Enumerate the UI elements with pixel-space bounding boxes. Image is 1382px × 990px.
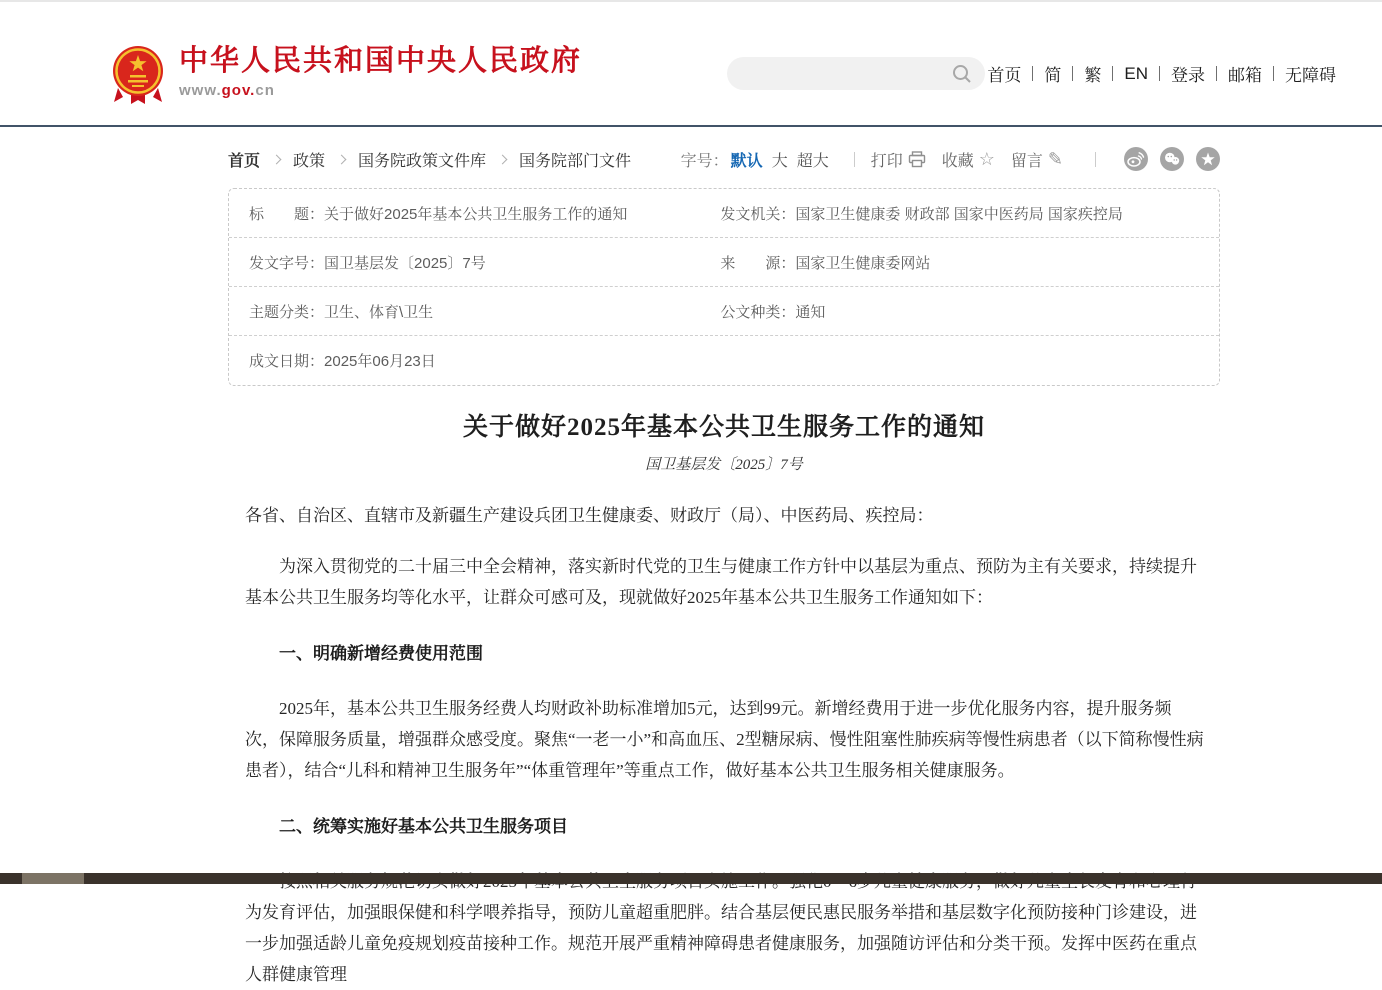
nav-link-login[interactable]: 登录 — [1171, 66, 1205, 85]
breadcrumb-policy-library[interactable]: 国务院政策文件库 — [358, 152, 487, 170]
section-heading-1: 一、明确新增经费使用范围 — [279, 644, 483, 663]
print-button[interactable] — [871, 148, 926, 171]
meta-value: 国家卫生健康委 财政部 国家中医药局 国家疾控局 — [795, 205, 1123, 223]
nav-link-accessibility[interactable]: 无障碍 — [1285, 66, 1336, 85]
nav-separator — [1032, 66, 1033, 81]
meta-label: 主题分类： — [249, 303, 325, 321]
header-divider — [0, 125, 1382, 127]
comment-label: 留言 — [1010, 152, 1043, 170]
nav-separator — [1159, 66, 1160, 81]
paragraph: 2025年，基本公共卫生服务经费人均财政补助标准增加5元，达到99元。新增经费用于进一步优化服务内容，提升服务频次，保障服务质量，增强群众感受度。聚焦“一老一小”和高血压、2型糖尿病、慢性阻塞性肺疾病等慢性病患者（以下简称慢性病患者），结合“儿科和精神卫生服务年”“体重管理年”等重点工作，做好基本公共卫生服务相关健康服务。 — [245, 699, 1204, 780]
share-qzone-button[interactable] — [1196, 147, 1220, 171]
font-size-large-button[interactable]: 大 — [771, 152, 788, 170]
meta-value: 通知 — [795, 303, 826, 321]
nav-separator — [1216, 66, 1217, 81]
font-size-xlarge-button[interactable]: 超大 — [796, 152, 829, 170]
share-weibo-button[interactable] — [1124, 147, 1148, 171]
comment-button[interactable] — [1011, 148, 1063, 171]
nav-separator — [1112, 66, 1113, 81]
national-emblem-logo — [112, 44, 164, 106]
search-icon[interactable] — [951, 63, 973, 85]
meta-label: 标 题： — [249, 205, 325, 223]
wechat-icon — [1160, 147, 1184, 171]
horizontal-scrollbar[interactable] — [0, 873, 1382, 884]
document-meta-table — [228, 188, 1220, 386]
chevron-right-icon — [272, 154, 282, 164]
meta-row-doc-number — [229, 238, 1219, 287]
breadcrumb-home[interactable]: 首页 — [228, 152, 261, 170]
meta-row-title — [229, 189, 1219, 238]
meta-value: 国家卫生健康委网站 — [795, 254, 931, 272]
breadcrumb-department-documents: 国务院部门文件 — [519, 152, 632, 170]
document-body — [228, 500, 1220, 990]
section-heading-2: 二、统筹实施好基本公共卫生服务项目 — [279, 817, 568, 836]
nav-separator — [1072, 66, 1073, 81]
meta-value: 2025年06月23日 — [324, 353, 436, 370]
meta-label: 成文日期： — [249, 353, 325, 370]
chevron-right-icon — [498, 154, 508, 164]
url-gov: gov. — [221, 82, 256, 99]
printer-icon — [908, 151, 926, 168]
nav-link-english[interactable]: EN — [1124, 63, 1148, 83]
meta-row-date — [229, 336, 1219, 385]
meta-label: 发文机关： — [720, 205, 796, 223]
site-brand[interactable] — [112, 44, 582, 106]
search-input[interactable] — [741, 57, 941, 90]
paragraph: 为发育评估，加强眼保健和科学喂养指导，预防儿童超重肥胖。结合基层便民惠民服务举措和基层数字化预防接种门诊建设，进一步加强适龄儿童免疫规划疫苗接种工作。规范开展严重精神障碍患者健康服务，加强随访评估和分类干预。发挥中医药在重点人群健康管理 — [245, 903, 1197, 984]
meta-label: 发文字号： — [249, 254, 325, 272]
site-header — [0, 2, 1382, 125]
share-wechat-button[interactable] — [1160, 147, 1184, 171]
favorite-label: 收藏 — [941, 152, 974, 170]
site-title: 中华人民共和国中央人民政府 — [179, 45, 583, 77]
document-title: 关于做好2025年基本公共卫生服务工作的通知 — [462, 414, 985, 441]
site-url[interactable] — [179, 82, 582, 99]
meta-value: 卫生、体育\卫生 — [324, 303, 434, 321]
favorite-button[interactable] — [942, 148, 995, 171]
breadcrumb-policy[interactable]: 政策 — [293, 152, 326, 170]
weibo-icon — [1124, 147, 1148, 171]
print-label: 打印 — [870, 152, 903, 170]
paragraph-salutation: 各省、自治区、直辖市及新疆生产建设兵团卫生健康委、财政厅（局）、中医药局、疾控局： — [245, 506, 934, 525]
paragraph: 为深入贯彻党的二十届三中全会精神，落实新时代党的卫生与健康工作方针中以基层为重点、预防为主有关要求，持续提升基本公共卫生服务均等化水平，让群众可感可及，现就做好2025年基本公共卫生服务工作通知如下： — [245, 557, 1197, 607]
pencil-icon: ✎ — [1047, 149, 1063, 169]
nav-link-home[interactable]: 首页 — [987, 66, 1022, 85]
meta-row-category — [229, 287, 1219, 336]
meta-value: 国卫基层发〔2025〕7号 — [324, 254, 486, 272]
brand-text — [179, 44, 582, 99]
url-cn: cn — [255, 82, 275, 99]
nav-link-mail[interactable]: 邮箱 — [1228, 66, 1262, 85]
toolbar-separator — [854, 152, 855, 167]
meta-value: 关于做好2025年基本公共卫生服务工作的通知 — [324, 205, 628, 223]
url-www: www. — [179, 82, 222, 99]
star-icon: ☆ — [978, 149, 995, 169]
article-toolbar — [681, 147, 1220, 171]
meta-label: 公文种类： — [720, 303, 796, 321]
font-size-label: 字号： — [680, 152, 729, 170]
nav-link-traditional[interactable]: 繁 — [1084, 66, 1102, 85]
scrollbar-thumb[interactable] — [22, 873, 84, 884]
breadcrumb — [228, 148, 631, 171]
main-content — [228, 146, 1220, 990]
search-box[interactable] — [727, 57, 985, 90]
toolbar-separator — [1095, 152, 1096, 167]
qzone-star-icon — [1196, 147, 1220, 171]
top-nav — [987, 61, 1336, 86]
nav-separator — [1273, 66, 1274, 81]
nav-link-simplified[interactable]: 简 — [1044, 66, 1062, 85]
document-number: 国卫基层发〔2025〕7号 — [645, 457, 803, 473]
chevron-right-icon — [337, 154, 347, 164]
meta-label: 来 源： — [720, 254, 796, 272]
font-size-default-button[interactable]: 默认 — [730, 152, 763, 170]
